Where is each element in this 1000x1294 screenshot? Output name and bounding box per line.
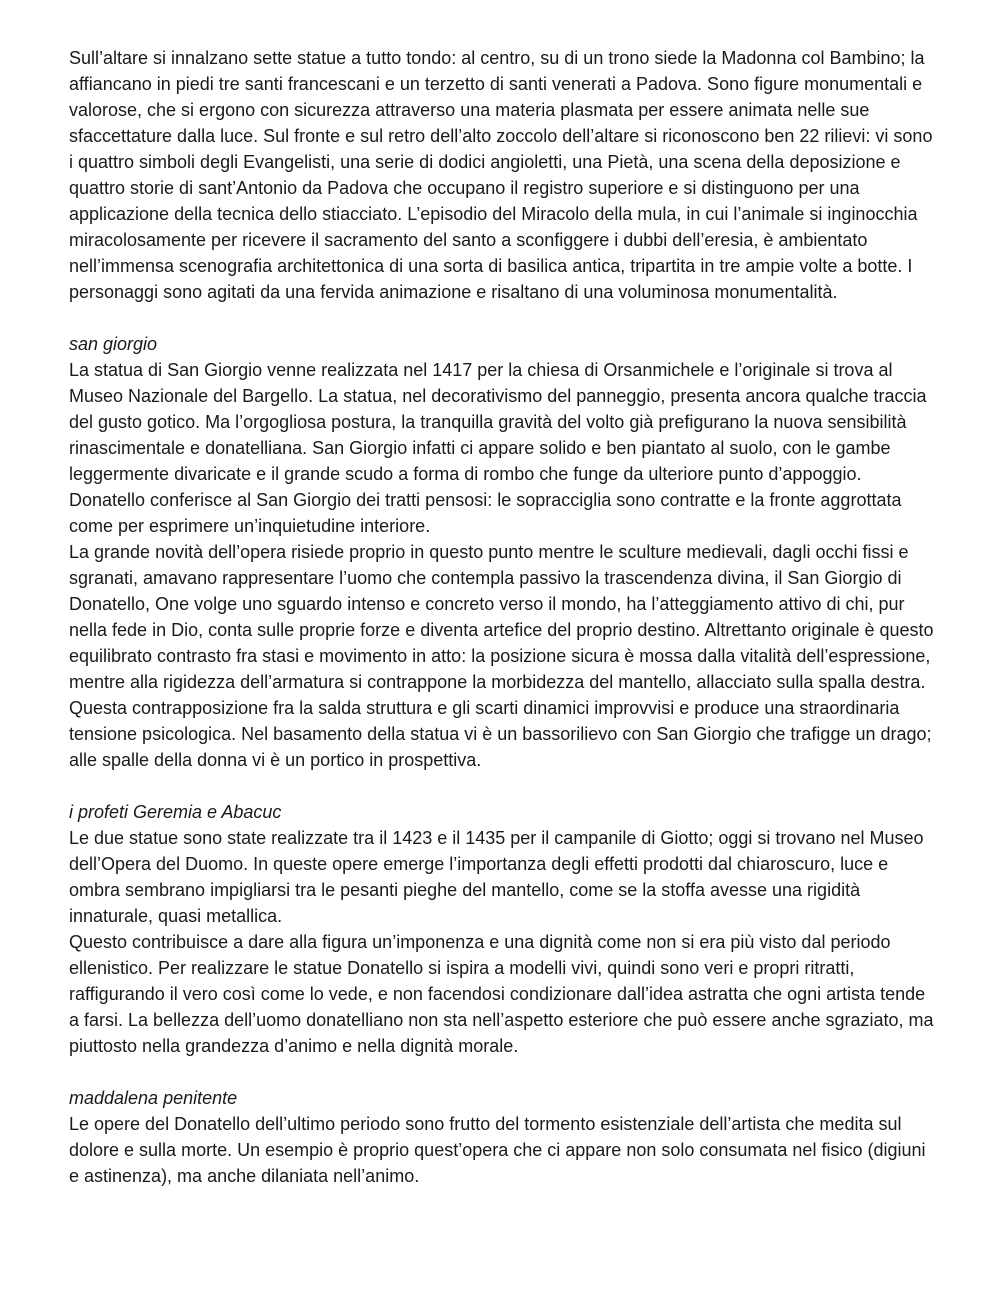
paragraph-profeti-2: Questo contribuisce a dare alla figura un’imponenza e una dignità come non si era più visto dal periodo ellenistico. Per realizzare le statue Donatello si ispira a modelli vivi, quindi sono veri e propri ritratti, raffigurando il vero così come lo vede, e non facendosi condizionare dall’idea astratta che ogni artista tende a farsi. La bellezza dell’uomo donatelliano non sta nell’aspetto esteriore che può essere anche sgraziato, ma piuttosto nella grandezza d’animo e nella dignità morale.	[69, 932, 934, 1056]
paragraph-altare: Sull’altare si innalzano sette statue a tutto tondo: al centro, su di un trono siede la Madonna col Bambino; la affiancano in piedi tre santi francescani e un terzetto di santi venerati a Padova. Sono figure monumentali e valorose, che si ergono con sicurezza attraverso una materia plasmata per essere animata nelle sue sfaccettature dalla luce. Sul fronte e sul retro dell’alto zoccolo dell’altare si riconoscono ben 22 rilievi: vi sono i quattro simboli degli Evangelisti, una serie di dodici angioletti, una Pietà, una scena della deposizione e quattro storie di sant’Antonio da Padova che occupano il registro superiore e si distinguono per una applicazione della tecnica dello stiacciato. L’episodio del Miracolo della mula, in cui l’animale si inginocchia miracolosamente per ricevere il sacramento del santo a sconfiggere i dubbi dell’eresia, è ambientato nell’immensa scenografia architettonica di una sorta di basilica antica, tripartita in tre ampie volte a botte. I personaggi sono agitati da una fervida animazione e risaltano di una voluminosa monumentalità.	[69, 48, 933, 302]
section-maddalena	[69, 1085, 939, 1189]
heading-san-giorgio: san giorgio	[69, 334, 158, 354]
paragraph-san-giorgio-1: La statua di San Giorgio venne realizzata nel 1417 per la chiesa di Orsanmichele e l’originale si trova al Museo Nazionale del Bargello. La statua, nel decorativismo del panneggio, presenta ancora qualche traccia del gusto gotico. Ma l’orgogliosa postura, la tranquilla gravità del volto già prefigurano la nuova sensibilità rinascimentale e donatelliana. San Giorgio infatti ci appare solido e ben piantato al suolo, con le gambe leggermente divaricate e il grande scudo a forma di rombo che funge da ulteriore punto d’appoggio. Donatello conferisce al San Giorgio dei tratti pensosi: le sopracciglia sono contratte e la fronte aggrottata come per esprimere un’inquietudine interiore.	[69, 360, 927, 536]
paragraph-profeti-1: Le due statue sono state realizzate tra il 1423 e il 1435 per il campanile di Giotto; oggi si trovano nel Museo dell’Opera del Duomo. In queste opere emerge l’importanza degli effetti prodotti dal chiaroscuro, luce e ombra sembrano impigliarsi tra le pesanti pieghe del mantello, come se la stoffa avesse una rigidità innaturale, quasi metallica.	[69, 828, 924, 926]
heading-maddalena: maddalena penitente	[69, 1088, 238, 1108]
heading-profeti: i profeti Geremia e Abacuc	[69, 802, 282, 822]
section-spacer	[69, 773, 939, 799]
paragraph-san-giorgio-2: La grande novità dell’opera risiede proprio in questo punto mentre le sculture medievali, dagli occhi fissi e sgranati, amavano rappresentare l’uomo che contempla passivo la trascendenza divina, il San Giorgio di Donatello, One volge uno sguardo intenso e concreto verso il mondo, ha l’atteggiamento attivo di chi, pur nella fede in Dio, conta sulle proprie forze e diventa artefice del proprio destino. Altrettanto originale è questo equilibrato contrasto fra stasi e movimento in atto: la posizione sicura è mossa dalla vitalità dell’espressione, mentre alla rigidezza dell’armatura si contrappone la morbidezza del mantello, allacciato sulla spalla destra. Questa contrapposizione fra la salda struttura e gli scarti dinamici improvvisi e produce una straordinaria tensione psicologica. Nel basamento della statua vi è un bassorilievo con San Giorgio che trafigge un drago; alle spalle della donna vi è un portico in prospettiva.	[69, 542, 934, 770]
section-profeti	[69, 799, 939, 1059]
section-altare	[69, 45, 939, 305]
section-spacer	[69, 1059, 939, 1085]
document-page	[69, 45, 939, 1189]
section-san-giorgio	[69, 331, 939, 773]
paragraph-maddalena: Le opere del Donatello dell’ultimo periodo sono frutto del tormento esistenziale dell’artista che medita sul dolore e sulla morte. Un esempio è proprio quest’opera che ci appare non solo consumata nel fisico (digiuni e astinenza), ma anche dilaniata nell’animo.	[69, 1114, 926, 1186]
section-spacer	[69, 305, 939, 331]
